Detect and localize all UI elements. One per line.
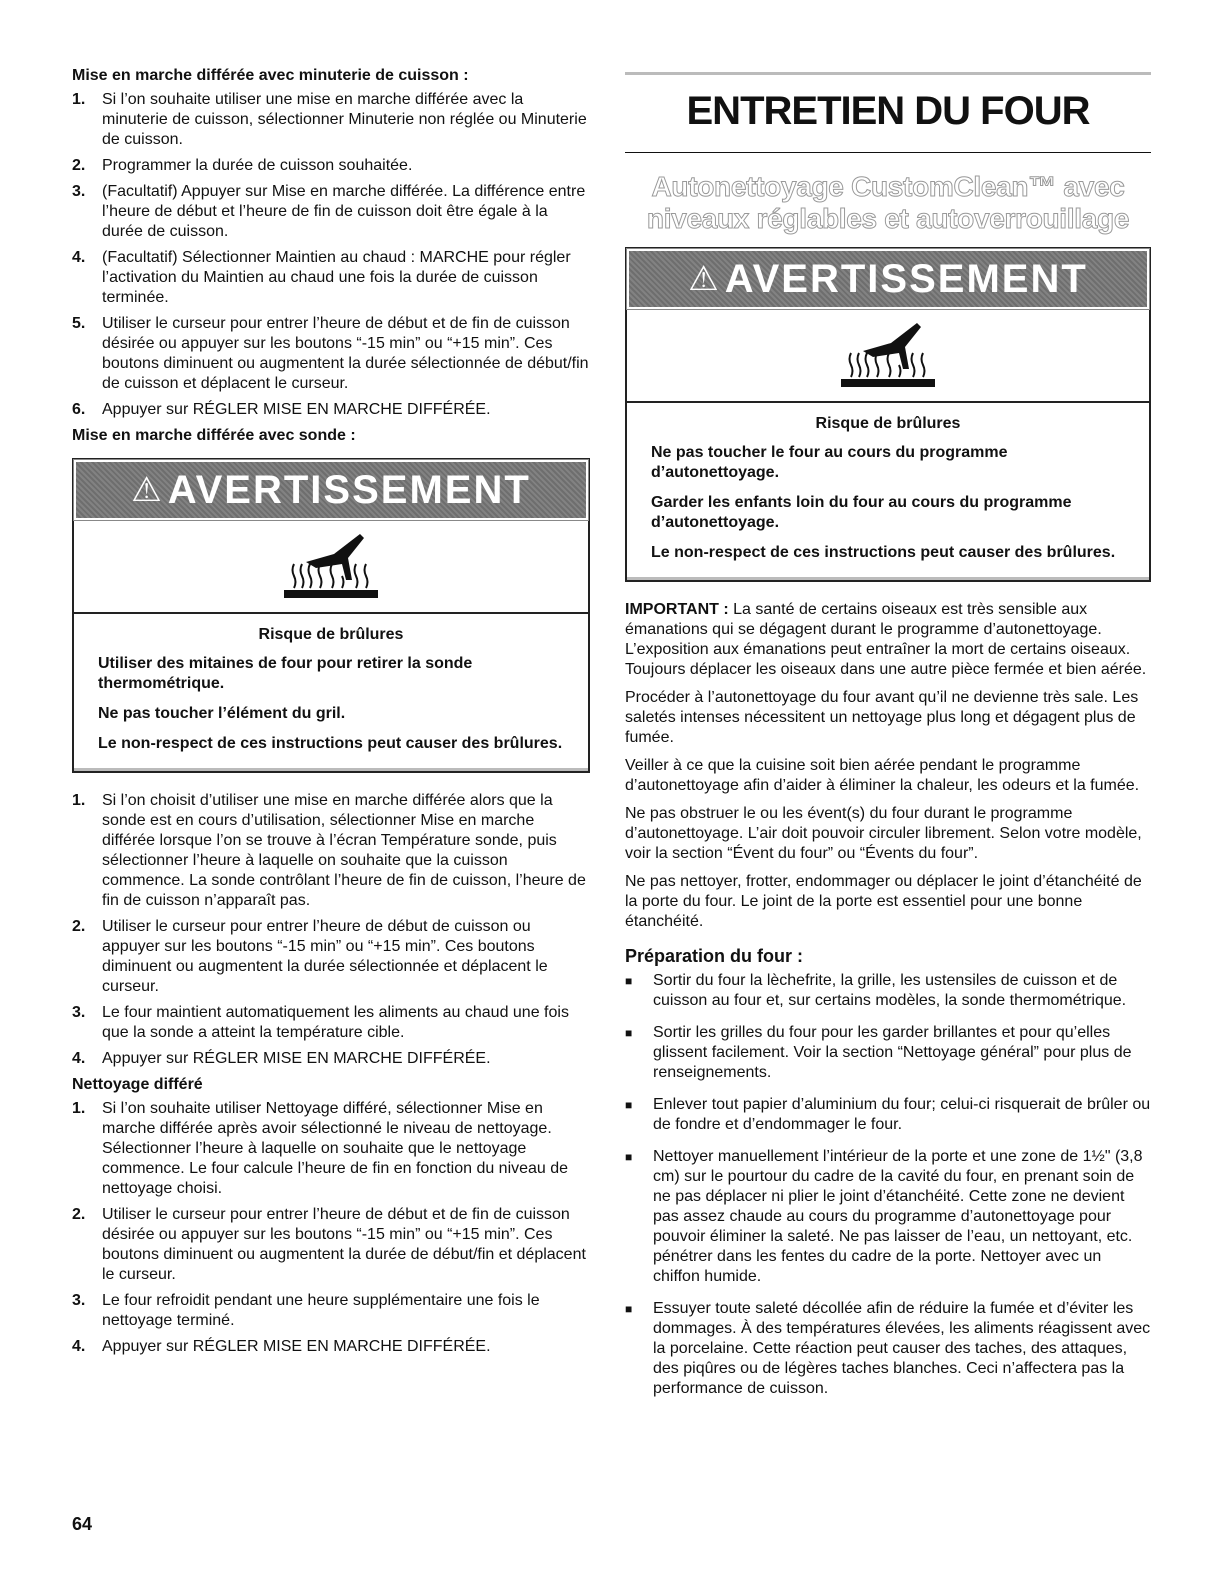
step-item bbox=[72, 791, 590, 911]
step-item bbox=[72, 1291, 590, 1331]
step-number: 1. bbox=[72, 91, 86, 108]
step-item bbox=[72, 400, 590, 420]
warning-box-probe bbox=[72, 458, 590, 773]
step-text: (Facultatif) Sélectionner Maintien au chaud : MARCHE pour régler l’activation du Maintien au chaud une fois la durée de cuisson terminée. bbox=[102, 249, 571, 306]
step-item bbox=[72, 1337, 590, 1357]
title-divider bbox=[625, 152, 1151, 153]
heading-delay-clean: Nettoyage différé bbox=[72, 1076, 203, 1093]
steps-delay-probe bbox=[72, 791, 590, 1069]
list-item-text: Sortir les grilles du four pour les garder brillantes et pour qu’elles glissent facilement. Voir la section “Nettoyage général” pour plus de renseignements. bbox=[653, 1024, 1132, 1081]
list-item bbox=[625, 1023, 1151, 1083]
step-text: Le four refroidit pendant une heure supplémentaire une fois le nettoyage terminé. bbox=[102, 1292, 540, 1329]
step-number: 3. bbox=[72, 183, 86, 200]
step-item bbox=[72, 1049, 590, 1069]
list-item-text: Essuyer toute saleté décollée afin de réduire la fumée et d’éviter les dommages. À des températures élevées, les aliments réagissent avec la porcelaine. Cette réaction peut causer des taches, des attaques, des piqûres ou de légères taches blanches. Ceci n’affectera pas la performance de cuisson. bbox=[653, 1300, 1151, 1397]
section-title: ENTRETIEN DU FOUR bbox=[686, 89, 1090, 133]
preparation-list bbox=[625, 971, 1151, 1399]
step-number: 2. bbox=[72, 918, 86, 935]
square-bullet-icon: ■ bbox=[625, 1098, 633, 1112]
step-number: 3. bbox=[72, 1292, 86, 1309]
important-text: La santé de certains oiseaux est très sensible aux émanations qui se dégagent durant le programme d’autonettoyage. L’exposition aux émanations peut entraîner la mort de certains oiseaux. Toujours déplacer les oiseaux dans une autre pièce fermée et bien aérée. bbox=[625, 601, 1147, 678]
step-number: 4. bbox=[72, 249, 86, 266]
list-item bbox=[625, 1299, 1151, 1399]
step-item bbox=[72, 314, 590, 394]
warning-banner bbox=[74, 460, 588, 520]
warning-line: Garder les enfants loin du four au cours du programme d’autonettoyage. bbox=[651, 494, 1072, 531]
right-column bbox=[625, 62, 1151, 1411]
step-text: Le four maintient automatiquement les aliments au chaud une fois que la sonde a atteint la température cible. bbox=[102, 1004, 569, 1041]
list-item-text: Nettoyer manuellement l’intérieur de la porte et une zone de 1½" (3,8 cm) sur le pourtour du cadre de la cavité du four, en prenant soin de ne pas déplacer ni plier le joint d’étanchéité. Cette zone ne devient pas assez chaude au cours du programme d’autonettoyage pour pouvoir éliminer la saleté. Ne pas laisser de l’eau, un nettoyant, etc. pénétrer dans les fentes du cadre de la porte. Nettoyer avec un chiffon humide. bbox=[653, 1148, 1143, 1285]
step-item bbox=[72, 90, 590, 150]
step-number: 1. bbox=[72, 792, 86, 809]
step-item bbox=[72, 156, 590, 176]
step-text: Si l’on choisit d’utiliser une mise en marche différée alors que la sonde est en cours d’utilisation, sélectionner Mise en marche différée lorsque l’on se trouve à l’écran Température sonde, puis sélectionner l’heure à laquelle on souhaite que la cuisson commence. La sonde contrôlant l’heure de fin de cuisson, l’heure de fin de cuisson n’apparaît pas. bbox=[102, 792, 586, 909]
hot-surface-hand-icon bbox=[74, 520, 588, 614]
step-number: 4. bbox=[72, 1050, 86, 1067]
warning-body bbox=[74, 614, 588, 768]
square-bullet-icon: ■ bbox=[625, 974, 633, 988]
step-number: 4. bbox=[72, 1338, 86, 1355]
step-text: Programmer la durée de cuisson souhaitée. bbox=[102, 157, 413, 174]
step-text: Si l’on souhaite utiliser Nettoyage différé, sélectionner Mise en marche différée après avoir sélectionné le niveau de nettoyage. Sélectionner l’heure à laquelle on souhaite que le nettoyage commence. Le four calcule l’heure de fin en fonction du niveau de nettoyage choisi. bbox=[102, 1100, 569, 1197]
step-number: 3. bbox=[72, 1004, 86, 1021]
left-column bbox=[72, 62, 590, 1363]
step-number: 5. bbox=[72, 315, 86, 332]
step-text: Utiliser le curseur pour entrer l’heure de début et de fin de cuisson désirée ou appuyer sur les boutons “-15 min” ou “+15 min”. Ces boutons diminuent ou augmentent la durée sélectionnée de début/fin de cuisson et déplacent le curseur. bbox=[102, 315, 589, 392]
step-text: Appuyer sur RÉGLER MISE EN MARCHE DIFFÉRÉE. bbox=[102, 1050, 491, 1067]
paragraph: Veiller à ce que la cuisine soit bien aérée pendant le programme d’autonettoyage afin d’aider à éliminer la chaleur, les odeurs et la fumée. bbox=[625, 757, 1140, 794]
square-bullet-icon: ■ bbox=[625, 1026, 633, 1040]
steps-delay-timer bbox=[72, 90, 590, 420]
list-item-text: Sortir du four la lèchefrite, la grille, les ustensiles de cuisson et de cuisson au four et, sur certains modèles, la sonde thermométrique. bbox=[653, 972, 1127, 1009]
step-number: 6. bbox=[72, 401, 86, 418]
steps-delay-clean bbox=[72, 1099, 590, 1357]
warning-line: Ne pas toucher le four au cours du programme d’autonettoyage. bbox=[651, 444, 1008, 481]
heading-delay-timer: Mise en marche différée avec minuterie de cuisson : bbox=[72, 67, 469, 84]
step-text: Utiliser le curseur pour entrer l’heure de début et de fin de cuisson désirée ou appuyer sur les boutons “-15 min” ou “+15 min”. Ces boutons diminuent ou augmentent la durée de début/fin et déplacent le curseur. bbox=[102, 1206, 586, 1283]
warning-line: Le non-respect de ces instructions peut causer des brûlures. bbox=[98, 735, 563, 752]
step-text: Appuyer sur RÉGLER MISE EN MARCHE DIFFÉRÉE. bbox=[102, 401, 491, 418]
section-subtitle: Autonettoyage CustomClean™ avec niveaux réglables et autoverrouillage bbox=[646, 171, 1130, 234]
warning-banner bbox=[627, 249, 1149, 309]
list-item bbox=[625, 1095, 1151, 1135]
step-item bbox=[72, 1205, 590, 1285]
warning-triangle-icon: ⚠ bbox=[688, 260, 719, 298]
square-bullet-icon: ■ bbox=[625, 1150, 633, 1164]
warning-triangle-icon: ⚠ bbox=[131, 471, 162, 509]
warning-bottom-rule bbox=[74, 768, 588, 771]
warning-risk: Risque de brûlures bbox=[815, 415, 961, 432]
heading-delay-probe: Mise en marche différée avec sonde : bbox=[72, 427, 356, 444]
warning-bottom-rule bbox=[627, 577, 1149, 580]
warning-body bbox=[627, 403, 1149, 577]
step-item bbox=[72, 248, 590, 308]
step-text: Utiliser le curseur pour entrer l’heure de début de cuisson ou appuyer sur les boutons “-15 min” ou “+15 min”. Ces boutons diminuent ou augmentent la durée sélectionnée et déplacent le curseur. bbox=[102, 918, 548, 995]
warning-line: Le non-respect de ces instructions peut causer des brûlures. bbox=[651, 544, 1116, 561]
step-text: Appuyer sur RÉGLER MISE EN MARCHE DIFFÉRÉE. bbox=[102, 1338, 491, 1355]
warning-line: Ne pas toucher l’élément du gril. bbox=[98, 705, 346, 722]
step-text: Si l’on souhaite utiliser une mise en marche différée avec la minuterie de cuisson, sélectionner Minuterie non réglée ou Minuterie de cuisson. bbox=[102, 91, 587, 148]
square-bullet-icon: ■ bbox=[625, 1302, 633, 1316]
step-item bbox=[72, 1003, 590, 1043]
warning-line: Utiliser des mitaines de four pour retirer la sonde thermométrique. bbox=[98, 655, 473, 692]
warning-title: AVERTISSEMENT bbox=[724, 256, 1088, 301]
warning-title: AVERTISSEMENT bbox=[167, 467, 531, 512]
step-item bbox=[72, 1099, 590, 1199]
step-number: 2. bbox=[72, 157, 86, 174]
important-label: IMPORTANT : bbox=[625, 601, 729, 618]
warning-risk: Risque de brûlures bbox=[258, 626, 404, 643]
step-item bbox=[72, 182, 590, 242]
warning-box-self-clean bbox=[625, 247, 1151, 582]
list-item bbox=[625, 971, 1151, 1011]
paragraph: Ne pas obstruer le ou les évent(s) du four durant le programme d’autonettoyage. L’air doit pouvoir circuler librement. Selon votre modèle, voir la section “Évent du four” ou “Évents du four”. bbox=[625, 805, 1142, 862]
step-text: (Facultatif) Appuyer sur Mise en marche différée. La différence entre l’heure de début et l’heure de fin de cuisson doit être égale à la durée de cuisson. bbox=[102, 183, 586, 240]
page-number: 64 bbox=[72, 1514, 93, 1534]
top-rule bbox=[625, 72, 1151, 75]
step-number: 1. bbox=[72, 1100, 86, 1117]
step-number: 2. bbox=[72, 1206, 86, 1223]
hot-surface-hand-icon bbox=[627, 309, 1149, 403]
paragraph: Procéder à l’autonettoyage du four avant qu’il ne devienne très sale. Les saletés intenses nécessitent un nettoyage plus long et dégagent plus de fumée. bbox=[625, 689, 1139, 746]
list-item-text: Enlever tout papier d’aluminium du four; celui-ci risquerait de brûler ou de fondre et d’endommager le four. bbox=[653, 1096, 1151, 1133]
step-item bbox=[72, 917, 590, 997]
paragraph: Ne pas nettoyer, frotter, endommager ou déplacer le joint d’étanchéité de la porte du four. Le joint de la porte est essentiel pour une bonne étanchéité. bbox=[625, 873, 1142, 930]
important-paragraph bbox=[625, 600, 1151, 680]
list-item bbox=[625, 1147, 1151, 1287]
heading-preparation: Préparation du four : bbox=[625, 946, 804, 966]
